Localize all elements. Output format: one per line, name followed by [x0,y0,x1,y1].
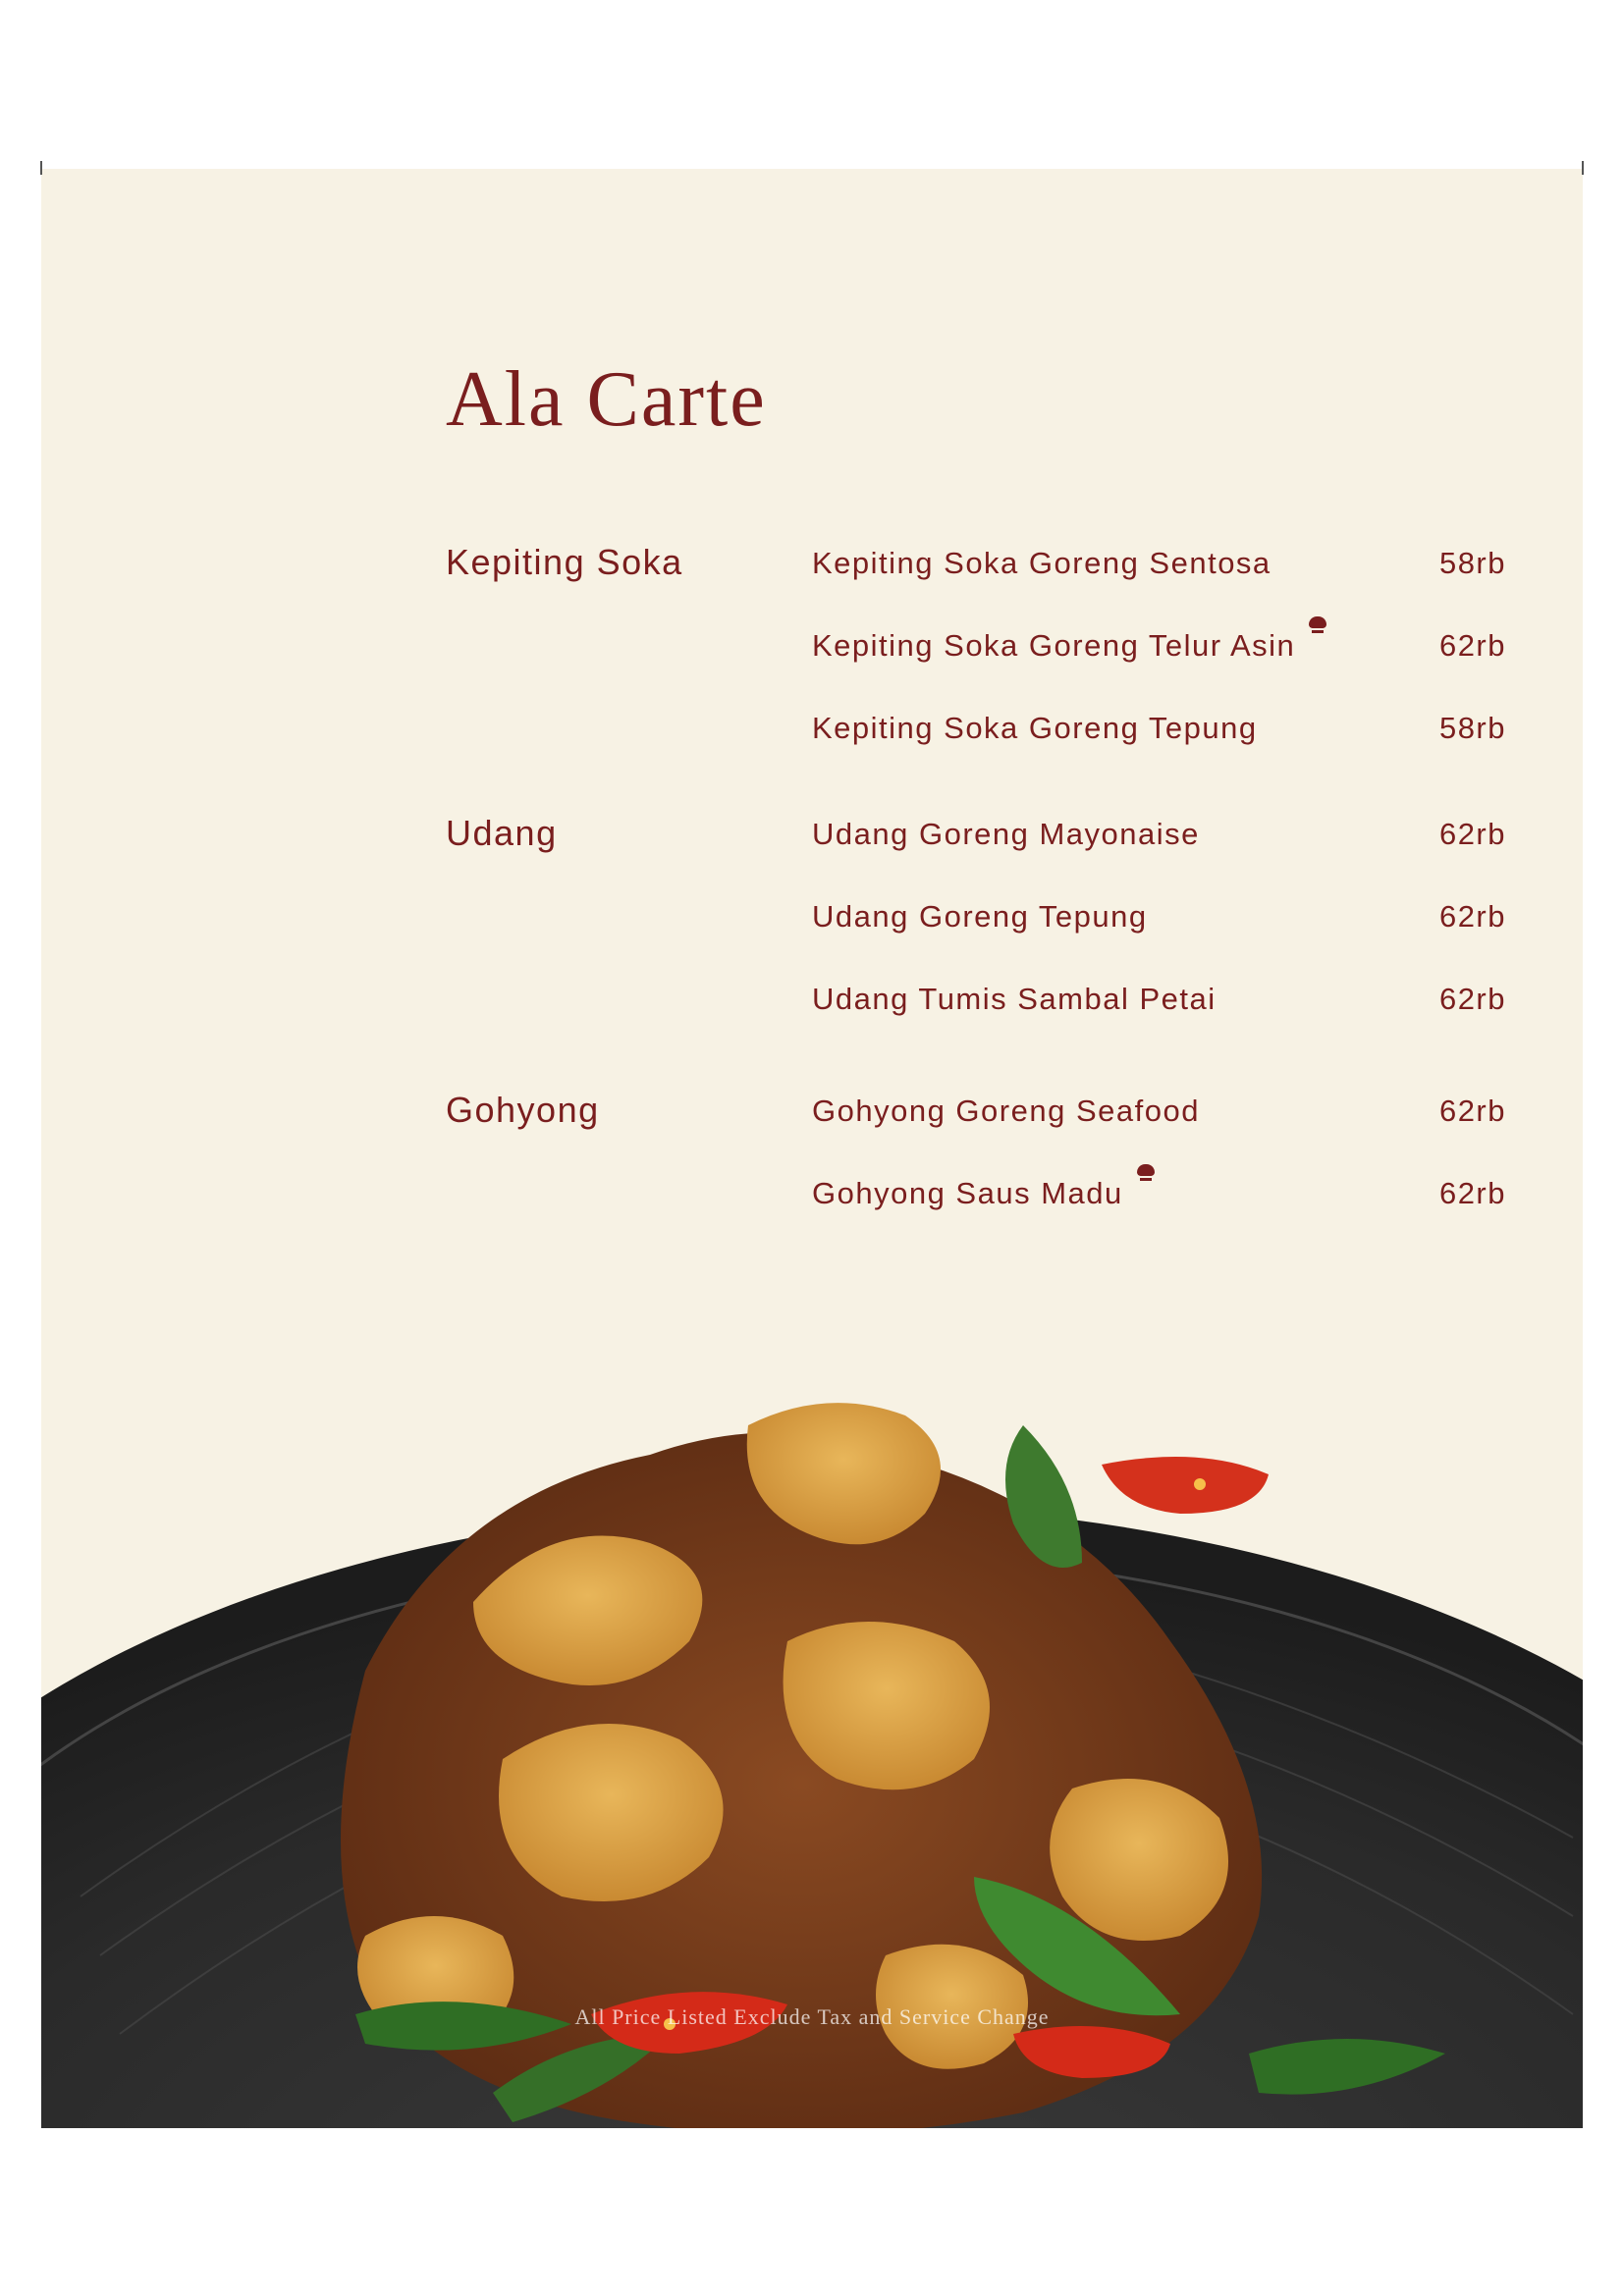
chef-hat-icon [1309,616,1326,636]
page-title: Ala Carte [446,356,767,443]
menu-item [812,978,1506,1060]
menu-item-price: 62rb [1438,817,1506,851]
crop-mark [1582,161,1584,175]
menu-section-gohyong [446,1090,1506,1255]
menu-item-name: Udang Tumis Sambal Petai [812,982,1217,1016]
menu-item-price: 58rb [1438,546,1506,580]
menu-item-name: Kepiting Soka Goreng Sentosa [812,546,1271,580]
crop-mark [40,161,42,175]
menu-item-price: 62rb [1438,982,1506,1016]
menu-item-name: Udang Goreng Tepung [812,899,1148,934]
menu-item [812,895,1506,978]
menu-section-kepiting-soka [446,542,1506,789]
menu-item [812,1090,1506,1172]
menu-item [812,707,1506,789]
menu-item-price: 62rb [1438,1094,1506,1128]
chef-hat-icon [1137,1164,1155,1184]
menu-item-name: Gohyong Goreng Seafood [812,1094,1200,1128]
menu-item-price: 62rb [1438,899,1506,934]
menu-item-name: Kepiting Soka Goreng Telur Asin [812,628,1296,663]
price-disclaimer: All Price Listed Exclude Tax and Service Change [574,2004,1050,2029]
menu-item-price: 62rb [1438,1176,1506,1210]
menu-list [446,542,1506,1255]
menu-page [41,169,1583,2128]
category-label: Gohyong [446,1090,600,1130]
menu-item-price: 58rb [1438,711,1506,745]
menu-item-name: Gohyong Saus Madu [812,1176,1123,1210]
category-label: Kepiting Soka [446,542,683,582]
menu-item [812,813,1506,895]
menu-item-name: Kepiting Soka Goreng Tepung [812,711,1258,745]
menu-item-name: Udang Goreng Mayonaise [812,817,1200,851]
menu-item [812,1172,1506,1255]
menu-item [812,542,1506,624]
category-label: Udang [446,813,558,853]
menu-item-price: 62rb [1438,628,1506,663]
menu-item [812,624,1506,707]
menu-section-udang [446,813,1506,1060]
